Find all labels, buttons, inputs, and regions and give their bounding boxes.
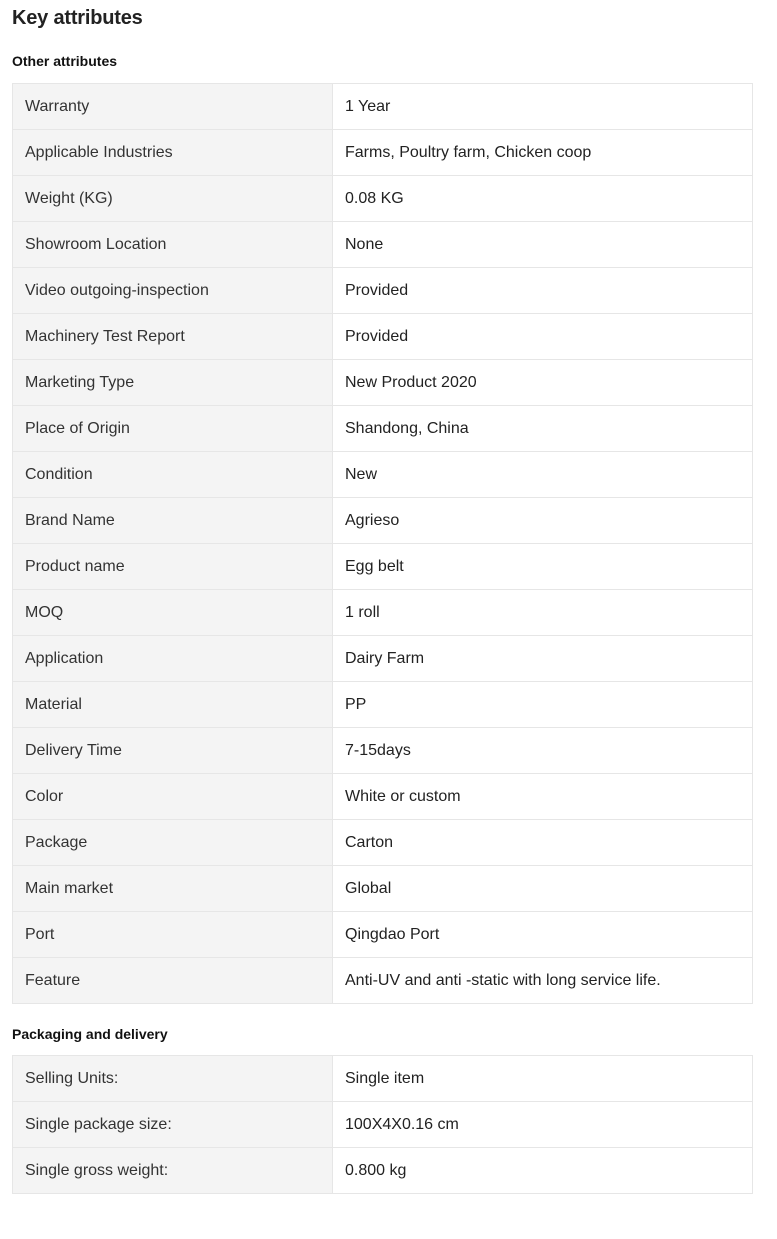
attribute-value: New	[333, 452, 753, 498]
section-title-packaging-delivery: Packaging and delivery	[12, 1026, 168, 1042]
table-row	[13, 222, 753, 268]
attribute-key: Application	[13, 636, 333, 682]
attribute-key: Product name	[13, 544, 333, 590]
table-row	[13, 866, 753, 912]
attribute-value: Shandong, China	[333, 406, 753, 452]
attribute-value: Provided	[333, 268, 753, 314]
attribute-key: Single gross weight:	[13, 1148, 333, 1194]
attribute-value: White or custom	[333, 774, 753, 820]
attribute-value: PP	[333, 682, 753, 728]
page-title: Key attributes	[12, 7, 143, 29]
attribute-key: Feature	[13, 958, 333, 1004]
table-row	[13, 406, 753, 452]
attribute-key: Machinery Test Report	[13, 314, 333, 360]
attribute-value: 0.08 KG	[333, 176, 753, 222]
attribute-value: 1 roll	[333, 590, 753, 636]
attribute-key: Brand Name	[13, 498, 333, 544]
attribute-key: Weight (KG)	[13, 176, 333, 222]
attribute-value: 0.800 kg	[333, 1148, 753, 1194]
table-row	[13, 590, 753, 636]
attribute-value: Global	[333, 866, 753, 912]
attribute-key: Port	[13, 912, 333, 958]
table-row	[13, 1056, 753, 1102]
attribute-key: Place of Origin	[13, 406, 333, 452]
attribute-value: Egg belt	[333, 544, 753, 590]
attribute-value: None	[333, 222, 753, 268]
table-row	[13, 498, 753, 544]
table-row	[13, 268, 753, 314]
attribute-key: Color	[13, 774, 333, 820]
table-row	[13, 130, 753, 176]
attribute-value: Carton	[333, 820, 753, 866]
table-row	[13, 360, 753, 406]
table-row	[13, 774, 753, 820]
other-attributes-table	[12, 83, 753, 1004]
attribute-key: Delivery Time	[13, 728, 333, 774]
attribute-value: Agrieso	[333, 498, 753, 544]
attribute-key: Warranty	[13, 84, 333, 130]
section-title-other-attributes: Other attributes	[12, 53, 118, 69]
table-row	[13, 1148, 753, 1194]
attribute-value: Single item	[333, 1056, 753, 1102]
table-row	[13, 544, 753, 590]
attribute-key: Single package size:	[13, 1102, 333, 1148]
table-row	[13, 958, 753, 1004]
table-row	[13, 452, 753, 498]
table-row	[13, 728, 753, 774]
attribute-value: Qingdao Port	[333, 912, 753, 958]
attribute-value: Dairy Farm	[333, 636, 753, 682]
attribute-value: Farms, Poultry farm, Chicken coop	[333, 130, 753, 176]
attribute-value: Provided	[333, 314, 753, 360]
key-attributes-panel	[12, 0, 753, 1194]
table-row	[13, 84, 753, 130]
attribute-value: New Product 2020	[333, 360, 753, 406]
attribute-key: Main market	[13, 866, 333, 912]
table-row	[13, 636, 753, 682]
attribute-key: Marketing Type	[13, 360, 333, 406]
table-row	[13, 912, 753, 958]
attribute-key: Material	[13, 682, 333, 728]
table-row	[13, 820, 753, 866]
attribute-value: 100X4X0.16 cm	[333, 1102, 753, 1148]
attribute-value: 1 Year	[333, 84, 753, 130]
table-row	[13, 176, 753, 222]
attribute-value: Anti-UV and anti -static with long service life.	[333, 958, 753, 1004]
attribute-key: Applicable Industries	[13, 130, 333, 176]
attribute-key: Package	[13, 820, 333, 866]
attribute-key: Video outgoing-inspection	[13, 268, 333, 314]
packaging-delivery-table	[12, 1055, 753, 1194]
attribute-key: MOQ	[13, 590, 333, 636]
table-row	[13, 682, 753, 728]
table-row	[13, 314, 753, 360]
attribute-key: Selling Units:	[13, 1056, 333, 1102]
table-row	[13, 1102, 753, 1148]
attribute-key: Showroom Location	[13, 222, 333, 268]
attribute-key: Condition	[13, 452, 333, 498]
attribute-value: 7-15days	[333, 728, 753, 774]
